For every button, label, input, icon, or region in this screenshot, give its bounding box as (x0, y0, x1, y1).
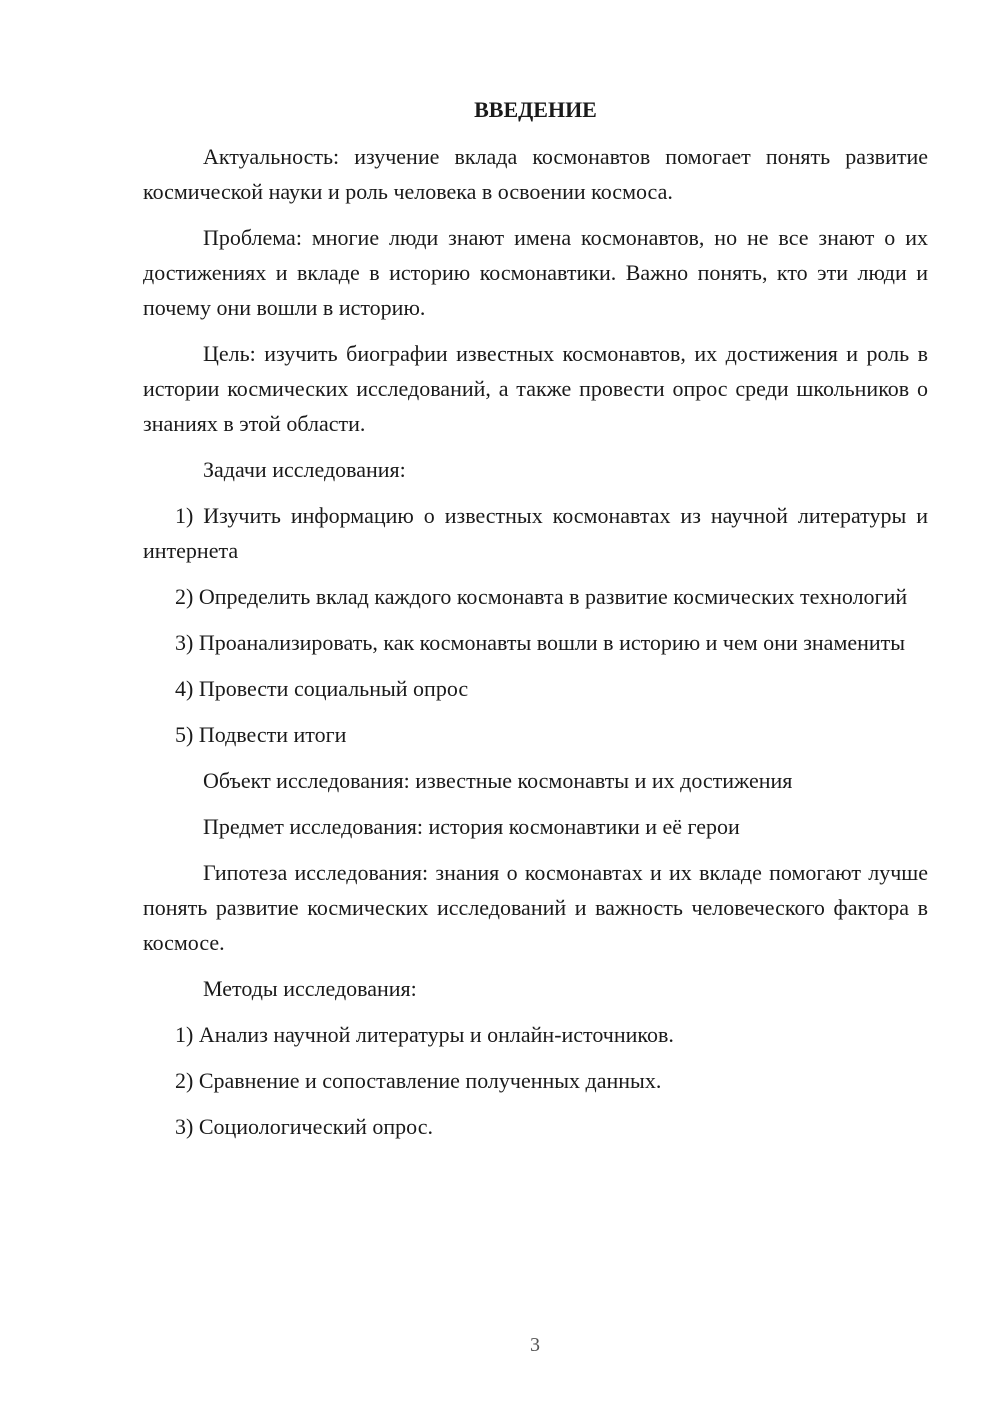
methods-heading: Методы исследования: (203, 976, 417, 1001)
object-paragraph: Объект исследования: известные космонавты и их достижения (203, 768, 793, 793)
method-item: 3) Социологический опрос. (175, 1114, 433, 1139)
method-item: 1) Анализ научной литературы и онлайн-источников. (175, 1022, 674, 1047)
task-item: 2) Определить вклад каждого космонавта в развитие космических технологий (175, 584, 908, 609)
document-page (143, 95, 928, 1155)
task-item: 4) Провести социальный опрос (175, 676, 469, 701)
method-item: 2) Сравнение и сопоставление полученных данных. (175, 1068, 662, 1093)
relevance-paragraph: Актуальность: изучение вклада космонавтов помогает понять развитие космической науки и роль человека в освоении космоса. (143, 144, 928, 204)
subject-paragraph: Предмет исследования: история космонавтики и её герои (203, 814, 740, 839)
goal-paragraph: Цель: изучить биографии известных космонавтов, их достижения и роль в истории космических исследований, а также провести опрос среди школьников о знаниях в этой области. (143, 341, 928, 436)
task-item: 5) Подвести итоги (175, 722, 347, 747)
problem-paragraph: Проблема: многие люди знают имена космонавтов, но не все знают о их достижениях и вкладе в историю космонавтики. Важно понять, кто эти люди и почему они вошли в историю. (143, 225, 928, 320)
task-item: 1) Изучить информацию о известных космонавтах из научной литературы и интернета (143, 503, 928, 563)
hypothesis-paragraph: Гипотеза исследования: знания о космонавтах и их вкладе помогают лучше понять развитие космических исследований и важность человеческого фактора в космосе. (143, 860, 928, 955)
task-item: 3) Проанализировать, как космонавты вошли в историю и чем они знамениты (175, 630, 906, 655)
page-number: 3 (530, 1334, 540, 1356)
tasks-heading: Задачи исследования: (203, 457, 406, 482)
page-title: ВВЕДЕНИЕ (474, 97, 597, 122)
